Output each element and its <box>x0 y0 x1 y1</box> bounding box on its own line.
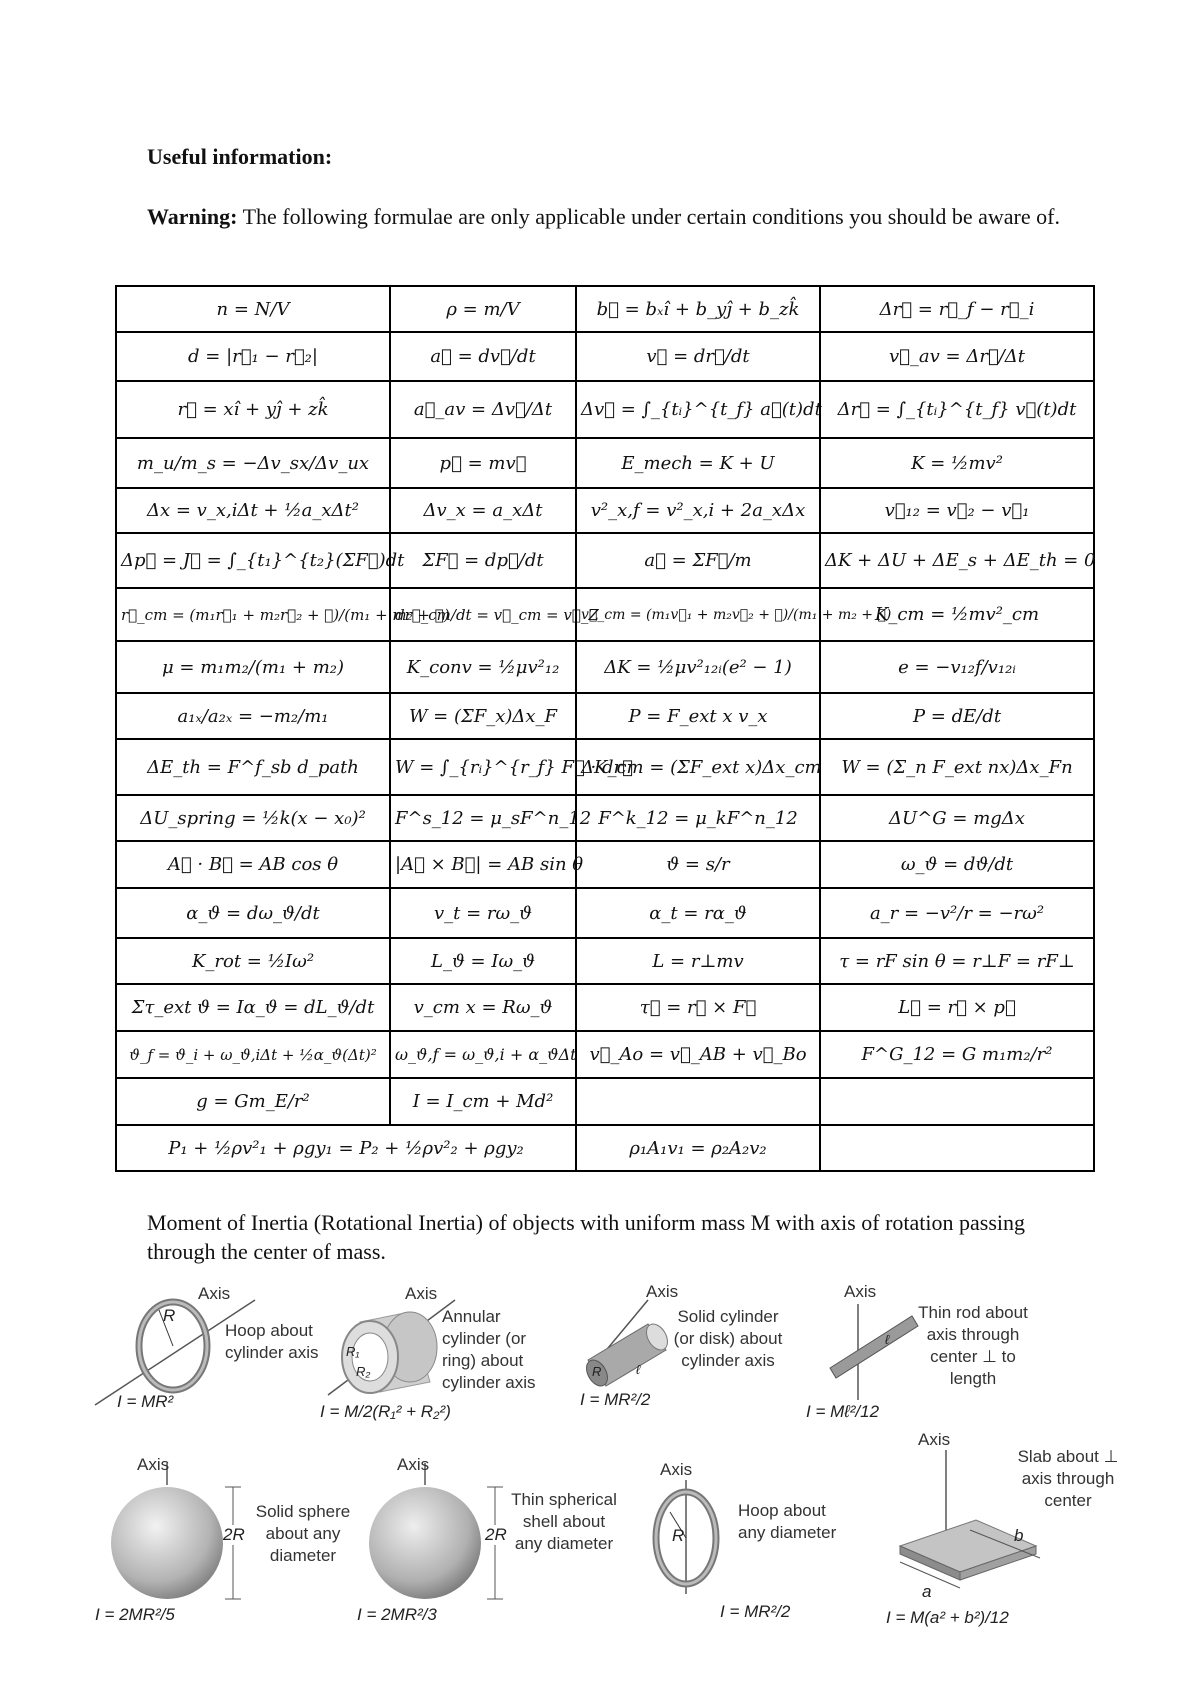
moment-of-inertia-caption: Moment of Inertia (Rotational Inertia) of objects with uniform mass M with axis of rotation passing through the center of mass. <box>147 1210 1025 1264</box>
formula-cell: ϑ_f = ϑ_i + ω_ϑ,iΔt + ½α_ϑ(Δt)² <box>116 1031 390 1078</box>
figure-solid-cylinder <box>578 1280 818 1420</box>
page-title: Useful information: <box>147 144 333 169</box>
formula-cell: τ = rF sin θ = r⊥F = rF⊥ <box>820 938 1094 984</box>
axis-label: Axis <box>844 1282 877 1301</box>
figure-label: Slab about ⊥ axis through center <box>1017 1447 1119 1510</box>
outer-radius-symbol: R₂ <box>356 1364 371 1379</box>
inertia-formula: I = MR² <box>117 1392 174 1411</box>
formula-cell: v⃗_Ao = v⃗_AB + v⃗_Bo <box>576 1031 820 1078</box>
formula-cell: Στ_ext ϑ = Iα_ϑ = dL_ϑ/dt <box>116 984 390 1031</box>
formula-cell: L⃗ = r⃗ × p⃗ <box>820 984 1094 1031</box>
formula-cell: F^k_12 = μ_kF^n_12 <box>576 795 820 841</box>
formula-cell: d = |r⃗₁ − r⃗₂| <box>116 332 390 381</box>
diameter-symbol: 2R <box>223 1525 245 1544</box>
formula-cell: ΔU^G = mgΔx <box>820 795 1094 841</box>
formula-cell: ρ₁A₁v₁ = ρ₂A₂v₂ <box>576 1125 820 1171</box>
figure-label: Solid sphere about any diameter <box>255 1502 351 1565</box>
formula-cell: ΔU_spring = ½k(x − x₀)² <box>116 795 390 841</box>
formula-cell: K_conv = ½μv²₁₂ <box>390 641 576 693</box>
formula-cell: v_t = rω_ϑ <box>390 888 576 938</box>
inner-radius-symbol: R₁ <box>346 1344 360 1359</box>
formula-row <box>116 841 1094 888</box>
formula-cell <box>576 1078 820 1125</box>
axis-label: Axis <box>405 1284 438 1303</box>
formula-cell: Δp⃗ = J⃗ = ∫_{t₁}^{t₂}(ΣF⃗)dt <box>116 533 390 588</box>
formula-row <box>116 533 1094 588</box>
formula-cell: n = N/V <box>116 286 390 332</box>
formula-cell <box>820 1125 1094 1171</box>
formula-cell: Δv⃗ = ∫_{tᵢ}^{t_f} a⃗(t)dt <box>576 381 820 438</box>
formula-cell: v_cm x = Rω_ϑ <box>390 984 576 1031</box>
formula-cell: E_mech = K + U <box>576 438 820 488</box>
formula-cell: F^G_12 = G m₁m₂/r² <box>820 1031 1094 1078</box>
formula-row <box>116 588 1094 641</box>
formula-cell: v⃗_av = Δr⃗/Δt <box>820 332 1094 381</box>
formula-cell <box>820 1078 1094 1125</box>
side-a-symbol: a <box>922 1582 932 1601</box>
formula-cell: ω_ϑ,f = ω_ϑ,i + α_ϑΔt <box>390 1031 576 1078</box>
radius-symbol: R <box>672 1526 685 1545</box>
formula-row <box>116 938 1094 984</box>
formula-cell: a_r = −v²/r = −rω² <box>820 888 1094 938</box>
diameter-symbol: 2R <box>485 1525 507 1544</box>
formula-cell: W = (ΣF_x)Δx_F <box>390 693 576 739</box>
formula-cell: v⃗₁₂ = v⃗₂ − v⃗₁ <box>820 488 1094 533</box>
inertia-formula: I = 2MR²/3 <box>357 1605 437 1624</box>
formula-cell: ΔK = ½μv²₁₂ᵢ(e² − 1) <box>576 641 820 693</box>
side-b-symbol: b <box>1014 1526 1024 1545</box>
formula-cell: α_ϑ = dω_ϑ/dt <box>116 888 390 938</box>
formula-cell: a⃗ = dv⃗/dt <box>390 332 576 381</box>
axis-label: Axis <box>918 1430 951 1449</box>
formula-cell: ϑ = s/r <box>576 841 820 888</box>
radius-symbol: R <box>163 1306 176 1325</box>
formula-row <box>116 795 1094 841</box>
formula-row <box>116 1031 1094 1078</box>
inertia-formula: I = MR²/2 <box>720 1602 791 1621</box>
formula-cell: v⃗_cm = (m₁v⃗₁ + m₂v⃗₂ + ⋯)/(m₁ + m₂ + ⋯) <box>576 588 820 641</box>
formula-cell: r⃗_cm = (m₁r⃗₁ + m₂r⃗₂ + ⋯)/(m₁ + m₂ + ⋯) <box>116 588 390 641</box>
figure-label: Thin spherical shell about any diameter <box>511 1490 617 1553</box>
formula-cell: dr⃗_cm/dt = v⃗_cm = v⃗_Z <box>390 588 576 641</box>
formula-table <box>115 285 1095 1172</box>
formula-cell: μ = m₁m₂/(m₁ + m₂) <box>116 641 390 693</box>
figure-label: Solid cylinder (or disk) about cylinder axis <box>673 1307 783 1370</box>
formula-cell: P = F_ext x v_x <box>576 693 820 739</box>
formula-cell: A⃗ · B⃗ = AB cos θ <box>116 841 390 888</box>
figure-hoop-cylinder-axis <box>95 1280 325 1420</box>
formula-cell: P = dE/dt <box>820 693 1094 739</box>
formula-row <box>116 438 1094 488</box>
formula-cell: a⃗ = ΣF⃗/m <box>576 533 820 588</box>
figure-hoop-diameter <box>650 1460 850 1640</box>
formula-cell: Δv_x = a_xΔt <box>390 488 576 533</box>
formula-cell: F^s_12 = μ_sF^n_12 <box>390 795 576 841</box>
formula-cell: α_t = rα_ϑ <box>576 888 820 938</box>
length-symbol: ℓ <box>636 1362 641 1377</box>
figure-label: Hoop about cylinder axis <box>225 1321 319 1362</box>
axis-label: Axis <box>397 1455 430 1474</box>
formula-cell: ΣF⃗ = dp⃗/dt <box>390 533 576 588</box>
figure-label: Annular cylinder (or ring) about cylinder axis <box>442 1307 536 1392</box>
inertia-formula: I = M(a² + b²)/12 <box>886 1608 1009 1627</box>
formula-row <box>116 332 1094 381</box>
axis-label: Axis <box>198 1284 231 1303</box>
formula-cell: r⃗ = xî + yĵ + zk̂ <box>116 381 390 438</box>
formula-cell: Δr⃗ = r⃗_f − r⃗_i <box>820 286 1094 332</box>
formula-cell: W = ∫_{rᵢ}^{r_f} F⃗ · dr⃗ <box>390 739 576 795</box>
figure-spherical-shell <box>355 1455 625 1635</box>
formula-row <box>116 984 1094 1031</box>
formula-cell: L_ϑ = Iω_ϑ <box>390 938 576 984</box>
formula-cell: a⃗_av = Δv⃗/Δt <box>390 381 576 438</box>
formula-cell: Δr⃗ = ∫_{tᵢ}^{t_f} v⃗(t)dt <box>820 381 1094 438</box>
formula-cell: P₁ + ½ρv²₁ + ρgy₁ = P₂ + ½ρv²₂ + ρgy₂ <box>116 1125 576 1171</box>
formula-row <box>116 641 1094 693</box>
formula-row <box>116 286 1094 332</box>
figure-solid-sphere <box>95 1455 365 1635</box>
formula-cell: K_rot = ½Iω² <box>116 938 390 984</box>
formula-cell: τ⃗ = r⃗ × F⃗ <box>576 984 820 1031</box>
inertia-formula: I = MR²/2 <box>580 1390 651 1409</box>
inertia-formula: I = 2MR²/5 <box>95 1605 175 1624</box>
formula-row <box>116 1125 1094 1171</box>
radius-symbol: R <box>592 1364 602 1379</box>
formula-row <box>116 739 1094 795</box>
formula-cell: ΔK_cm = (ΣF_ext x)Δx_cm <box>576 739 820 795</box>
figure-thin-rod <box>800 1280 1060 1430</box>
formula-cell: |A⃗ × B⃗| = AB sin θ <box>390 841 576 888</box>
formula-cell: e = −v₁₂f/v₁₂ᵢ <box>820 641 1094 693</box>
formula-cell: v²_x,f = v²_x,i + 2a_xΔx <box>576 488 820 533</box>
inertia-formula: I = Mℓ²/12 <box>806 1402 880 1421</box>
formula-row <box>116 888 1094 938</box>
figure-label: Thin rod about axis through center ⊥ to length <box>918 1303 1028 1388</box>
formula-cell: L = r⊥mv <box>576 938 820 984</box>
formula-cell: a₁ₓ/a₂ₓ = −m₂/m₁ <box>116 693 390 739</box>
warning-paragraph <box>147 202 1077 231</box>
formula-cell: v⃗ = dr⃗/dt <box>576 332 820 381</box>
warning-text: The following formulae are only applicable under certain conditions you should be aware of. <box>237 204 1060 229</box>
figure-annular-cylinder <box>320 1280 570 1425</box>
formula-cell: K = ½mv² <box>820 438 1094 488</box>
formula-row <box>116 693 1094 739</box>
warning-label: Warning: <box>147 204 238 229</box>
formula-row <box>116 488 1094 533</box>
formula-cell: K_cm = ½mv²_cm <box>820 588 1094 641</box>
axis-label: Axis <box>646 1282 679 1301</box>
formula-row <box>116 1078 1094 1125</box>
formula-cell: W = (Σ_n F_ext nx)Δx_Fn <box>820 739 1094 795</box>
inertia-formula: I = M/2(R₁² + R₂²) <box>320 1402 451 1421</box>
formula-cell: m_u/m_s = −Δv_sx/Δv_ux <box>116 438 390 488</box>
axis-label: Axis <box>137 1455 170 1474</box>
figure-label: Hoop about any diameter <box>738 1501 837 1542</box>
length-symbol: ℓ <box>885 1332 890 1347</box>
formula-cell: ΔE_th = F^f_sb d_path <box>116 739 390 795</box>
formula-cell: b⃗ = bₓî + b_yĵ + b_zk̂ <box>576 286 820 332</box>
axis-label: Axis <box>660 1460 693 1479</box>
formula-cell: ρ = m/V <box>390 286 576 332</box>
formula-row <box>116 381 1094 438</box>
formula-cell: Δx = v_x,iΔt + ½a_xΔt² <box>116 488 390 533</box>
formula-cell: ΔK + ΔU + ΔE_s + ΔE_th = 0 <box>820 533 1094 588</box>
formula-cell: p⃗ = mv⃗ <box>390 438 576 488</box>
figure-slab <box>880 1430 1120 1645</box>
formula-cell: I = I_cm + Md² <box>390 1078 576 1125</box>
formula-cell: ω_ϑ = dϑ/dt <box>820 841 1094 888</box>
formula-cell: g = Gm_E/r² <box>116 1078 390 1125</box>
